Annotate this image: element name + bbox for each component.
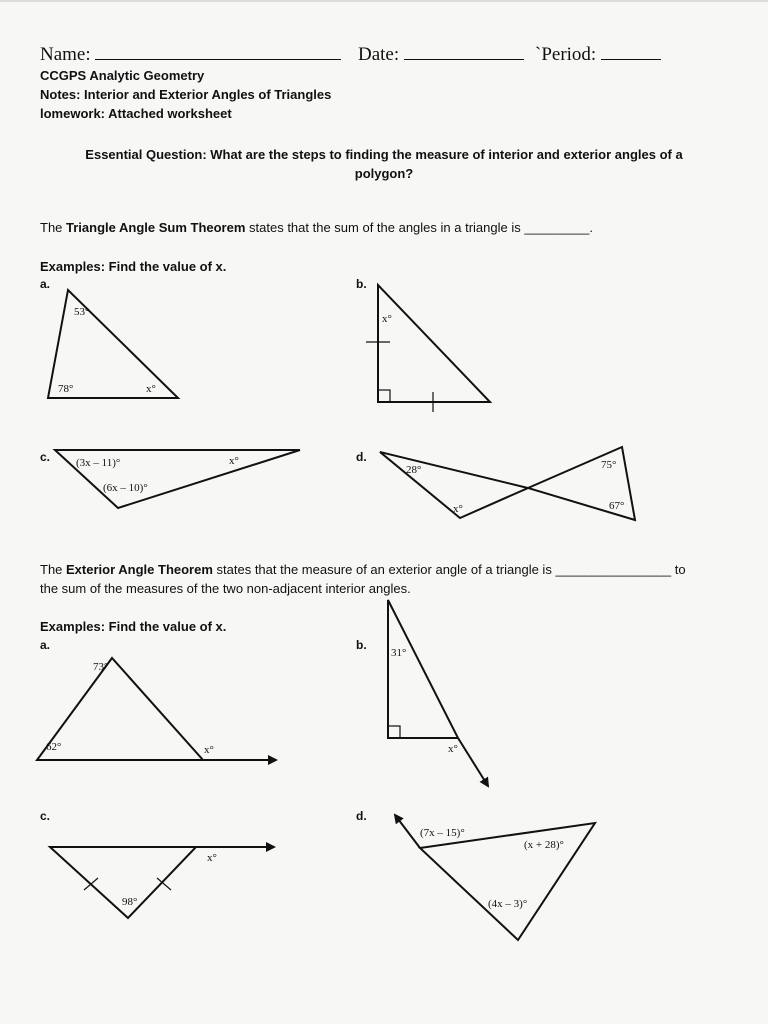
date-label: Date:	[358, 44, 400, 65]
example-1c-label: c.	[40, 450, 51, 464]
angle-label-2a-top: 73°	[93, 661, 109, 673]
angle-label-1a-right: x°	[146, 383, 156, 395]
example-1b-label: b.	[356, 277, 367, 291]
angle-label-2d-ext: (7x – 15)°	[420, 827, 465, 839]
angle-label-1c-3: (6x – 10)°	[103, 482, 148, 494]
extension-ray-2b	[458, 738, 488, 786]
angle-label-1d-3: x°	[453, 503, 463, 515]
examples-heading-2: Examples: Find the value of x.	[40, 619, 227, 634]
example-1a-label: a.	[40, 277, 51, 291]
angle-label-2c-ext: x°	[207, 852, 217, 864]
angle-label-1c-1: (3x – 11)°	[76, 457, 121, 469]
angle-label-1b-top: x°	[382, 313, 392, 325]
notes-title: Notes: Interior and Exterior Angles of Triangles	[40, 87, 332, 102]
triangle-2b	[388, 600, 458, 738]
example-2a-label: a.	[40, 638, 51, 652]
triangle-1a	[48, 290, 178, 398]
right-angle-mark-2b	[388, 726, 400, 738]
example-1d-label: d.	[356, 450, 367, 464]
angle-label-1d-1: 28°	[406, 464, 422, 476]
exterior-theorem-statement: The Exterior Angle Theorem states that the measure of an exterior angle of a triangle is ________________ to	[40, 562, 686, 577]
extension-ray-2d	[395, 815, 420, 848]
period-label: `Period:	[535, 44, 597, 65]
angle-label-2d-right: (x + 28)°	[524, 839, 564, 851]
essential-question: Essential Question: What are the steps to finding the measure of interior and exterior angles of a polygon?	[85, 147, 683, 181]
example-2d-label: d.	[356, 809, 367, 823]
triangle-2a	[37, 658, 203, 760]
exterior-theorem-blank[interactable]: ________________	[555, 562, 672, 577]
angle-label-1a-left: 78°	[58, 383, 74, 395]
name-label: Name:	[40, 44, 91, 65]
angle-label-2c-bottom: 98°	[122, 896, 138, 908]
exterior-theorem-name: Exterior Angle Theorem	[66, 562, 213, 577]
sum-theorem-statement: The Triangle Angle Sum Theorem states that the sum of the angles in a triangle is _________.	[40, 220, 594, 235]
sum-theorem-blank[interactable]: _________	[524, 220, 590, 235]
exterior-theorem-line2: the sum of the measures of the two non-adjacent interior angles.	[40, 581, 411, 596]
angle-label-2a-ext: x°	[204, 744, 214, 756]
triangle-2d	[420, 823, 595, 940]
sum-theorem-name: Triangle Angle Sum Theorem	[66, 220, 246, 235]
right-angle-mark-1b	[378, 390, 390, 402]
angle-label-2d-bottom: (4x – 3)°	[488, 898, 528, 910]
example-2b-label: b.	[356, 638, 367, 652]
angle-label-2b-top: 31°	[391, 647, 407, 659]
angle-label-1c-2: x°	[229, 455, 239, 467]
triangle-1b	[378, 285, 490, 402]
angle-label-1a-top: 53°	[74, 306, 90, 318]
angle-label-1d-2: 75°	[601, 459, 617, 471]
course-title: CCGPS Analytic Geometry	[40, 68, 205, 83]
angle-label-2b-ext: x°	[448, 743, 458, 755]
angle-label-2a-left: 62°	[46, 741, 62, 753]
homework-title: lomework: Attached worksheet	[40, 106, 232, 121]
example-2c-label: c.	[40, 809, 51, 823]
examples-heading-1: Examples: Find the value of x.	[40, 259, 227, 274]
angle-label-1d-4: 67°	[609, 500, 625, 512]
